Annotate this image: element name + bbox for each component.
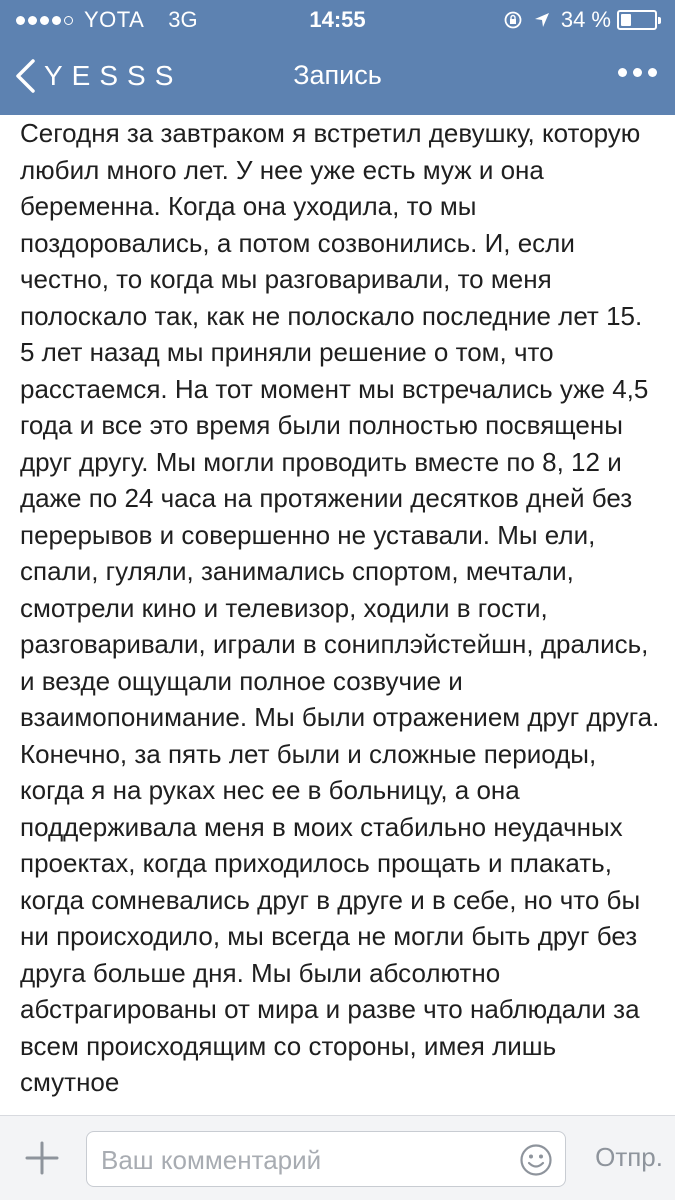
comment-footer (0, 1115, 675, 1200)
comment-box (86, 1131, 566, 1187)
battery-level-fill (621, 14, 631, 26)
nav-bar (0, 40, 675, 115)
more-dots-icon[interactable] (612, 68, 657, 77)
comment-input[interactable] (99, 1140, 503, 1180)
network-type: 3G (168, 7, 198, 32)
header (0, 0, 675, 115)
status-bar (0, 0, 675, 40)
location-arrow-icon (533, 11, 551, 29)
battery-percent: 34 % (560, 7, 611, 32)
emoji-icon[interactable] (519, 1143, 553, 1182)
page-title: Запись (293, 60, 382, 90)
send-button[interactable]: Отпр. (595, 1142, 663, 1172)
battery-tip (658, 17, 661, 24)
status-time: 14:55 (309, 7, 366, 32)
rotation-lock-icon (503, 10, 523, 30)
battery-icon (617, 10, 657, 30)
attach-plus-icon[interactable] (24, 1140, 60, 1181)
carrier-name: YOTA (84, 7, 145, 32)
post-text: Сегодня за завтраком я встретил девушку, которую любил много лет. У нее уже есть муж и она беременна. Когда она уходила, то мы поздоровались, а потом созвонились. И, если честно, то когда мы разговаривали, то меня полоскало так, как не полоскало последние лет 15. 5 лет назад мы приняли решение о том, что расстаемся. На тот момент мы встречались уже 4,5 года и все это время были полностью посвящены друг другу. Мы могли проводить вместе по 8, 12 и даже по 24 часа на протяжении десятков дней без перерывов и совершенно не уставали. Мы ели, спали, гуляли, занимались спортом, мечтали, смотрели кино и телевизор, ходили в гости, разговаривали, играли в сониплэйстейшн, дрались, и везде ощущали полное созвучие и взаимопонимание. Мы были отражением друг друга. Конечно, за пять лет были и сложные периоды, когда я на руках нес ее в больницу, а она поддерживала меня в моих стабильно неудачных проектах, когда приходилось прощать и плакать, когда сомневались друг в друге и в себе, но что бы ни происходило, мы всегда не могли быть друг без друга больше дня. Мы были абсолютно абстрагированы от мира и разве что наблюдали за всем происходящим со стороны, имея лишь смутное (20, 118, 660, 1097)
post-content (20, 115, 660, 1115)
status-bar-right (503, 7, 661, 33)
back-label: YESSS (44, 60, 183, 91)
